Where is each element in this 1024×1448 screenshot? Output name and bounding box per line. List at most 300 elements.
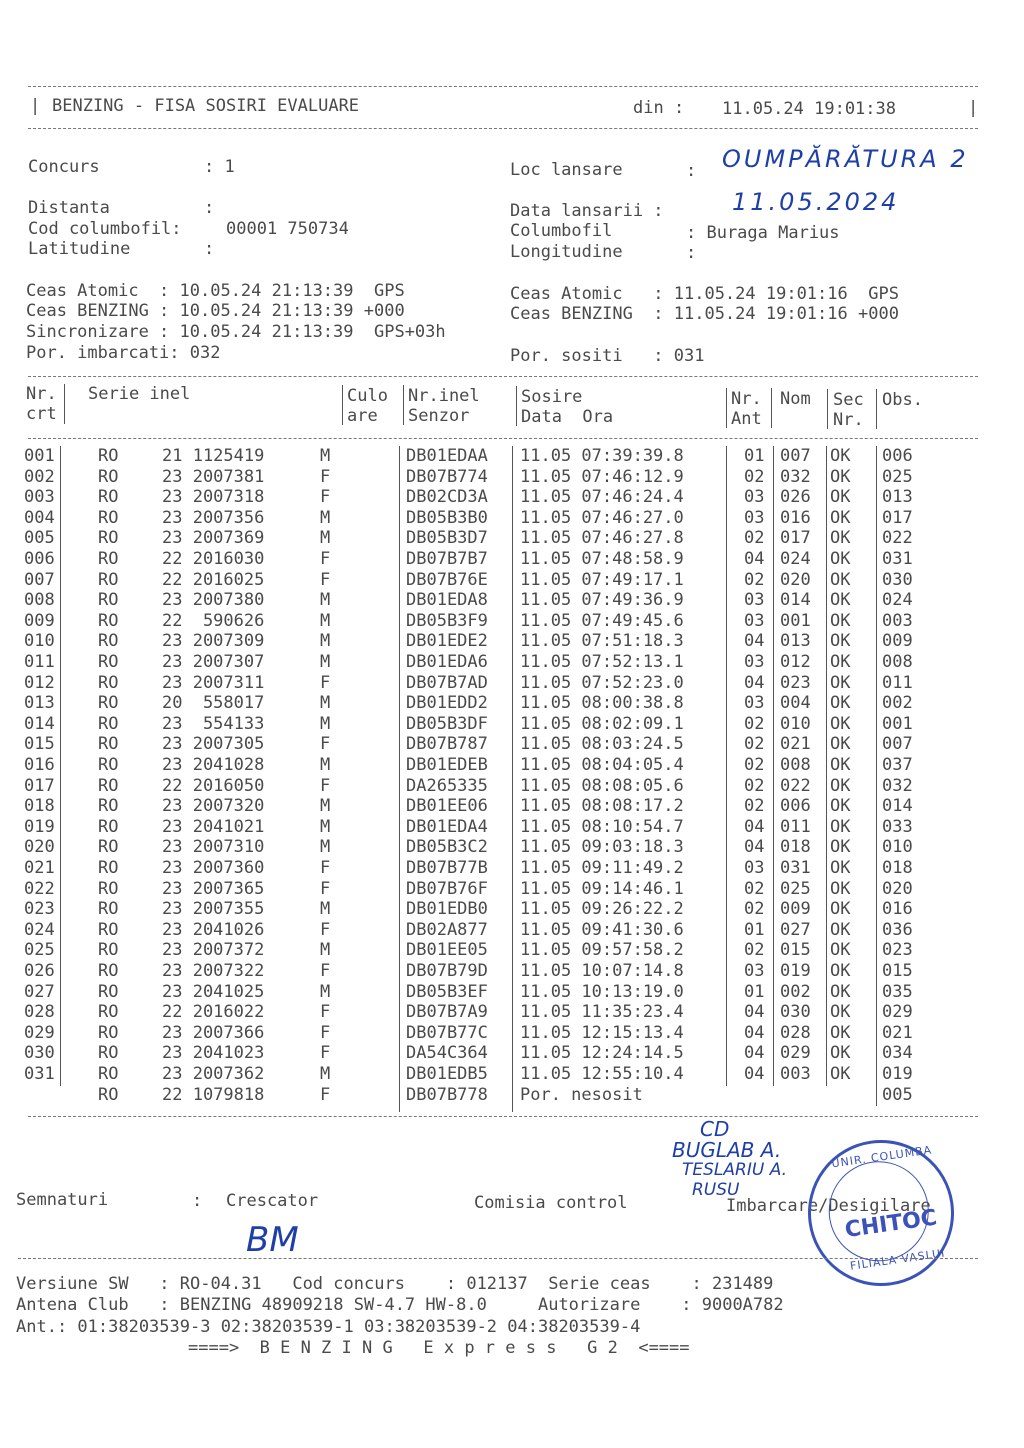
cell-nom: 020: [780, 569, 811, 590]
cell-nr: 001: [24, 446, 55, 466]
cell-obs: 032: [882, 775, 913, 796]
cell-nom: 029: [780, 1043, 811, 1064]
cell-ant: 03: [744, 487, 765, 508]
cell-nom: 010: [780, 713, 811, 734]
cell-sec: OK: [830, 816, 851, 837]
cell-nr: 028: [24, 1002, 55, 1023]
clock-left-2: Ceas BENZING : 10.05.24 21:13:39 +000: [26, 301, 405, 321]
table-row: [24, 734, 984, 755]
stamp-top-text: UNIR. COLUMBA: [830, 1143, 933, 1171]
cell-ring: 23 2007322: [162, 961, 265, 981]
cell-sosire: 11.05 12:15:13.4: [520, 1022, 684, 1043]
cell-nom: 014: [780, 590, 811, 611]
cell-ant: 04: [744, 837, 765, 858]
cell-nom: 011: [780, 816, 811, 837]
cell-sosire: 11.05 08:02:09.1: [520, 713, 684, 734]
cell-ant: 02: [744, 755, 765, 775]
cell-sex: F: [320, 878, 331, 899]
cell-obs: 009: [882, 631, 913, 652]
cell-sec: OK: [830, 610, 851, 631]
cell-sex: F: [320, 919, 331, 940]
cell-senzor: DB07B787: [406, 734, 488, 755]
cell-sec: OK: [830, 652, 851, 672]
cell-senzor: DB01EDD2: [406, 693, 488, 714]
cell-sosire: 11.05 09:03:18.3: [520, 837, 684, 858]
cell-nr: 015: [24, 734, 55, 755]
cell-sosire: 11.05 09:41:30.6: [520, 919, 684, 940]
cell-obs: 023: [882, 940, 913, 961]
cell-sec: OK: [830, 878, 851, 899]
cell-sec: OK: [830, 734, 851, 755]
cell-sec: OK: [830, 713, 851, 734]
cell-sosire: 11.05 07:49:36.9: [520, 590, 684, 611]
table-row: [24, 673, 984, 694]
cell-ant: 01: [744, 446, 765, 466]
cell-sosire: 11.05 07:49:17.1: [520, 569, 684, 590]
cell-obs: 002: [882, 693, 913, 714]
cell-nom: 003: [780, 1064, 811, 1084]
columbofil-label: Columbofil: [510, 221, 613, 241]
cell-ring: 23 2007372: [162, 940, 265, 961]
cell-obs: 031: [882, 549, 913, 569]
cell-sex: M: [320, 590, 331, 611]
cell-senzor: DB07B77C: [406, 1022, 488, 1043]
cell-ant: 03: [744, 610, 765, 631]
cell-senzor: DB07B774: [406, 466, 488, 487]
cell-nr: 011: [24, 652, 55, 672]
cell-sex: M: [320, 1064, 331, 1084]
cell-obs: 034: [882, 1043, 913, 1064]
cell-sex: M: [320, 816, 331, 837]
cell-sec: OK: [830, 487, 851, 508]
crescator-signature: BM: [246, 1220, 299, 1260]
semnaturi-sep: :: [192, 1191, 203, 1211]
col-nr-1: Nr.: [26, 384, 57, 404]
cell-sec: OK: [830, 549, 851, 569]
cell-sex: M: [320, 507, 331, 528]
table-row: [24, 1043, 984, 1064]
cell-nom: 032: [780, 466, 811, 487]
cell-sex: F: [320, 487, 331, 508]
table-row: [24, 755, 984, 776]
latitudine-label: Latitudine: [28, 239, 131, 259]
cell-senzor: DB07B79D: [406, 961, 488, 981]
cell-sosire: 11.05 09:11:49.2: [520, 858, 684, 878]
cod-columbofil-label: Cod columbofil:: [28, 219, 182, 239]
date-value: 11.05.24 19:01:38: [722, 99, 896, 119]
footer-top-rule: [18, 1258, 978, 1259]
cell-sec: OK: [830, 507, 851, 528]
clock-right-4: Por. sositi : 031: [510, 346, 705, 366]
cell-senzor: DB01EDE2: [406, 631, 488, 652]
distanta-label: Distanta: [28, 198, 110, 218]
table-row: [24, 796, 984, 817]
cell-nom: 016: [780, 507, 811, 528]
cell-sosire: 11.05 11:35:23.4: [520, 1002, 684, 1023]
cell-ring: 23 2041021: [162, 816, 265, 837]
cell-ant: 04: [744, 1002, 765, 1023]
table-row: [24, 1023, 984, 1044]
cell-obs: 018: [882, 858, 913, 878]
cell-senzor: DB07B77B: [406, 858, 488, 878]
cell-sex: F: [320, 1043, 331, 1064]
table-row: [24, 899, 984, 920]
hdr-sep-7: [827, 389, 828, 429]
cell-sec: OK: [830, 672, 851, 693]
cell-country: RO: [98, 1022, 119, 1043]
cell-sec: OK: [830, 1064, 851, 1084]
table-row: [24, 879, 984, 900]
hand-buglab: BUGLAB A.: [672, 1138, 782, 1162]
cell-ring: 23 2007360: [162, 858, 265, 878]
date-label: din :: [633, 98, 685, 118]
table-row: [24, 652, 984, 673]
cell-sosire: 11.05 08:10:54.7: [520, 816, 684, 837]
col-nrant-2: Ant: [731, 409, 762, 429]
loc-value-handwritten: OUMPĂRĂTURA 2: [722, 145, 969, 173]
cell-nr: 017: [24, 775, 55, 796]
cell-nom: 018: [780, 837, 811, 858]
cell-nr: 027: [24, 981, 55, 1002]
table-row: [24, 714, 984, 735]
cell-ring: 23 2007355: [162, 899, 265, 920]
cell-senzor: DB07B76E: [406, 569, 488, 590]
col-culo-2: are: [347, 406, 378, 426]
cell-sec: OK: [830, 940, 851, 961]
cell-sex: F: [320, 466, 331, 487]
cell-sec: OK: [830, 631, 851, 652]
cell-obs: 030: [882, 569, 913, 590]
cell-ring: 21 1125419: [162, 446, 265, 466]
cell-country: RO: [98, 961, 119, 981]
cell-obs: 008: [882, 652, 913, 672]
cell-ant: 02: [744, 466, 765, 487]
cell-sosire: 11.05 08:03:24.5: [520, 734, 684, 755]
hand-cd: CD: [700, 1117, 730, 1141]
cell-nr: 014: [24, 713, 55, 734]
table-top-rule: [28, 376, 978, 377]
table-row: [24, 631, 984, 652]
table-row: [24, 487, 984, 508]
cell-sex: M: [320, 610, 331, 631]
cell-nom: 023: [780, 672, 811, 693]
col-serie: Serie inel: [88, 384, 191, 404]
cell-obs: 037: [882, 755, 913, 775]
data-lansarii-handwritten: 11.05.2024: [732, 188, 900, 216]
cell-sex: F: [320, 672, 331, 693]
cell-sec: OK: [830, 796, 851, 817]
cell-senzor: DB01EE06: [406, 796, 488, 817]
cell-ring: 23 2041023: [162, 1043, 265, 1064]
cell-sec: OK: [830, 693, 851, 714]
cell-senzor: DB01EDAA: [406, 446, 488, 466]
cell-sec: OK: [830, 775, 851, 796]
table-row: [24, 837, 984, 858]
col-nrinel-2: Senzor: [408, 406, 470, 426]
cell-ring: 20 558017: [162, 693, 265, 714]
cell-senzor: DB05B3F9: [406, 610, 488, 631]
cell-country: RO: [98, 940, 119, 961]
cell-nr: 013: [24, 693, 55, 714]
cell-ant: 04: [744, 1022, 765, 1043]
cell-sex: F: [320, 775, 331, 796]
cell-sex: M: [320, 713, 331, 734]
cell-nr: 018: [24, 796, 55, 817]
cell-ant: 03: [744, 652, 765, 672]
cell-ring: 23 2007305: [162, 734, 265, 755]
cell-ring: 22 2016022: [162, 1002, 265, 1023]
col-sosire-2: Data Ora: [521, 407, 614, 427]
crescator-label: Crescator: [226, 1191, 319, 1211]
table-row: [24, 920, 984, 941]
cell-ant: 02: [744, 569, 765, 590]
col-nrant-1: Nr.: [731, 389, 762, 409]
cell-ring: 22 2016025: [162, 569, 265, 590]
cell-sex: M: [320, 940, 331, 961]
cell-ring: 23 2007366: [162, 1022, 265, 1043]
cell-ring: 23 2007381: [162, 466, 265, 487]
cell-obs: 033: [882, 816, 913, 837]
cell-obs: 001: [882, 713, 913, 734]
cell-ant: 03: [744, 693, 765, 714]
cell-country: RO: [98, 837, 119, 858]
col-sec-2: Nr.: [833, 410, 864, 430]
cell-country: RO: [98, 1002, 119, 1023]
cell-obs: 013: [882, 487, 913, 508]
cell-ring: 23 2007369: [162, 528, 265, 549]
cell-ant: 02: [744, 775, 765, 796]
cell-senzor: DB02A877: [406, 919, 488, 940]
cell-country: RO: [98, 507, 119, 528]
cell-senzor: DB01EDA6: [406, 652, 488, 672]
club-stamp: [799, 1131, 964, 1296]
cell-obs: 014: [882, 796, 913, 817]
cell-senzor: DB07B7AD: [406, 672, 488, 693]
cell-sec: OK: [830, 755, 851, 775]
cell-sosire: 11.05 07:51:18.3: [520, 631, 684, 652]
cell-sosire: 11.05 07:52:13.1: [520, 652, 684, 672]
cell-sosire: 11.05 10:13:19.0: [520, 981, 684, 1002]
cell-senzor: DB01EDA4: [406, 816, 488, 837]
cell-nr: 021: [24, 858, 55, 878]
cell-ant: 03: [744, 858, 765, 878]
cell-ring: 23 2007307: [162, 652, 265, 672]
cell-obs: 035: [882, 981, 913, 1002]
cell-nr: 002: [24, 466, 55, 487]
latitudine-sep: :: [204, 239, 215, 259]
cell-ant: 04: [744, 816, 765, 837]
cell-country: RO: [98, 981, 119, 1002]
cell-sosire: 11.05 10:07:14.8: [520, 961, 684, 981]
cell-nr: 030: [24, 1043, 55, 1064]
hdr-sep-4: [516, 386, 517, 426]
col-obs: Obs.: [882, 390, 923, 410]
body-sep-sosire: [726, 446, 727, 1086]
cell-country: RO: [98, 919, 119, 940]
cell-obs: 029: [882, 1002, 913, 1023]
cell-sosire: 11.05 09:57:58.2: [520, 940, 684, 961]
cell-nom: 007: [780, 446, 811, 466]
table-bottom-rule: [28, 1116, 978, 1117]
cell-sosire: 11.05 08:00:38.8: [520, 693, 684, 714]
cell-senzor: DB07B76F: [406, 878, 488, 899]
header-top-rule: [28, 86, 978, 87]
clock-left-1: Ceas Atomic : 10.05.24 21:13:39 GPS: [26, 281, 405, 301]
cell-nr: 007: [24, 569, 55, 590]
cell-nr: 022: [24, 878, 55, 899]
cell-nom: 024: [780, 549, 811, 569]
table-row: [24, 776, 984, 797]
cell-ant: 02: [744, 713, 765, 734]
cell-sex: F: [320, 549, 331, 569]
col-sec-1: Sec: [833, 390, 864, 410]
cell-sec: OK: [830, 919, 851, 940]
footer-line-4: ====> B E N Z I N G E x p r e s s G 2 <====: [188, 1338, 690, 1358]
cell-sec: OK: [830, 1043, 851, 1064]
cell-sex: F: [320, 1084, 331, 1105]
cell-sosire: 11.05 07:48:58.9: [520, 549, 684, 569]
cell-country: RO: [98, 755, 119, 775]
cell-country: RO: [98, 693, 119, 714]
table-row: [24, 611, 984, 632]
distanta-sep: :: [204, 198, 215, 218]
col-nr-2: crt: [26, 404, 57, 424]
cell-ring: 22 590626: [162, 610, 265, 631]
table-row: [24, 549, 984, 570]
cod-columbofil-value: 00001 750734: [226, 219, 349, 239]
cell-ring: 23 2007310: [162, 837, 265, 858]
body-sep-culo: [399, 446, 400, 1112]
comisia-label: Comisia control: [474, 1193, 628, 1213]
cell-ant: 03: [744, 961, 765, 981]
imbarcare-label: Imbarcare/Desigilare: [726, 1196, 931, 1216]
hand-rusu: RUSU: [692, 1180, 740, 1200]
table-row: [24, 590, 984, 611]
cell-sec: OK: [830, 981, 851, 1002]
cell-sec: OK: [830, 446, 851, 466]
cell-senzor: DB05B3B0: [406, 507, 488, 528]
cell-country: RO: [98, 631, 119, 652]
data-lansarii-label: Data lansarii :: [510, 201, 664, 221]
cell-ring: 23 2007362: [162, 1064, 265, 1084]
table-row: [24, 508, 984, 529]
cell-sex: F: [320, 858, 331, 878]
columbofil-value: : Buraga Marius: [686, 223, 840, 243]
cell-sex: M: [320, 446, 331, 466]
cell-ant: 01: [744, 981, 765, 1002]
cell-sosire: 11.05 07:46:27.0: [520, 507, 684, 528]
col-sosire-1: Sosire: [521, 387, 583, 407]
cell-country: RO: [98, 858, 119, 878]
cell-nom: 017: [780, 528, 811, 549]
cell-sex: M: [320, 796, 331, 817]
cell-ring: 22 1079818: [162, 1084, 265, 1105]
cell-senzor: DB01EDB5: [406, 1064, 488, 1084]
cell-sosire: 11.05 07:39:39.8: [520, 446, 684, 466]
cell-ant: 02: [744, 796, 765, 817]
footer-line-1: Versiune SW : RO-04.31 Cod concurs : 012137 Serie ceas : 231489: [16, 1274, 774, 1294]
cell-sosire: 11.05 08:08:05.6: [520, 775, 684, 796]
longitudine-label: Longitudine: [510, 242, 623, 262]
cell-ring: 23 2007356: [162, 507, 265, 528]
cell-nom: 022: [780, 775, 811, 796]
cell-nom: 028: [780, 1022, 811, 1043]
cell-senzor: DB01EDEB: [406, 755, 488, 775]
semnaturi-label: Semnaturi: [16, 1190, 109, 1210]
clock-right-2: Ceas BENZING : 11.05.24 19:01:16 +000: [510, 304, 899, 324]
cell-nr: 004: [24, 507, 55, 528]
cell-ant: 04: [744, 1064, 765, 1084]
cell-country: RO: [98, 1084, 119, 1105]
cell-sex: M: [320, 631, 331, 652]
cell-senzor: DB05B3EF: [406, 981, 488, 1002]
cell-senzor: DB07B778: [406, 1084, 488, 1105]
col-nom: Nom: [780, 389, 811, 409]
cell-nom: 026: [780, 487, 811, 508]
cell-nom: 027: [780, 919, 811, 940]
cell-sex: M: [320, 652, 331, 672]
table-row: [24, 446, 984, 467]
cell-nr: 026: [24, 961, 55, 981]
loc-sep: :: [686, 161, 697, 181]
header-bottom-rule: [28, 128, 978, 129]
cell-ant: 02: [744, 940, 765, 961]
cell-nr: 019: [24, 816, 55, 837]
cell-country: RO: [98, 878, 119, 899]
cell-obs: 003: [882, 610, 913, 631]
cell-country: RO: [98, 1043, 119, 1064]
table-row: [24, 1085, 984, 1106]
body-sep-sec: [876, 446, 877, 1106]
cell-sec: OK: [830, 837, 851, 858]
cell-obs: 011: [882, 672, 913, 693]
hand-teslariu: TESLARIU A.: [682, 1160, 788, 1180]
cell-country: RO: [98, 446, 119, 466]
cell-senzor: DB02CD3A: [406, 487, 488, 508]
cell-ant: 02: [744, 528, 765, 549]
cell-sec: OK: [830, 899, 851, 920]
cell-country: RO: [98, 796, 119, 817]
cell-sec: OK: [830, 590, 851, 611]
cell-nom: 025: [780, 878, 811, 899]
cell-nr: 009: [24, 610, 55, 631]
cell-nr: 016: [24, 755, 55, 775]
cell-sex: M: [320, 528, 331, 549]
cell-ring: 23 2007380: [162, 590, 265, 611]
cell-senzor: DB05B3DF: [406, 713, 488, 734]
cell-sec: OK: [830, 1022, 851, 1043]
cell-nom: 009: [780, 899, 811, 920]
cell-sosire: 11.05 09:26:22.2: [520, 899, 684, 920]
cell-obs: 025: [882, 466, 913, 487]
cell-ring: 23 2007365: [162, 878, 265, 899]
cell-ring: 23 2041025: [162, 981, 265, 1002]
cell-country: RO: [98, 487, 119, 508]
cell-nom: 001: [780, 610, 811, 631]
cell-senzor: DB07B7A9: [406, 1002, 488, 1023]
cell-nr: 006: [24, 549, 55, 569]
loc-label: Loc lansare: [510, 160, 623, 180]
clock-left-4: Por. imbarcati: 032: [26, 343, 221, 363]
cell-nom: 021: [780, 734, 811, 755]
cell-obs: 015: [882, 961, 913, 981]
hdr-sep-3: [403, 385, 404, 425]
document-title: BENZING - FISA SOSIRI EVALUARE: [52, 96, 360, 116]
cell-sec: OK: [830, 466, 851, 487]
cell-nom: 004: [780, 693, 811, 714]
cell-nr: 024: [24, 919, 55, 940]
cell-country: RO: [98, 590, 119, 611]
